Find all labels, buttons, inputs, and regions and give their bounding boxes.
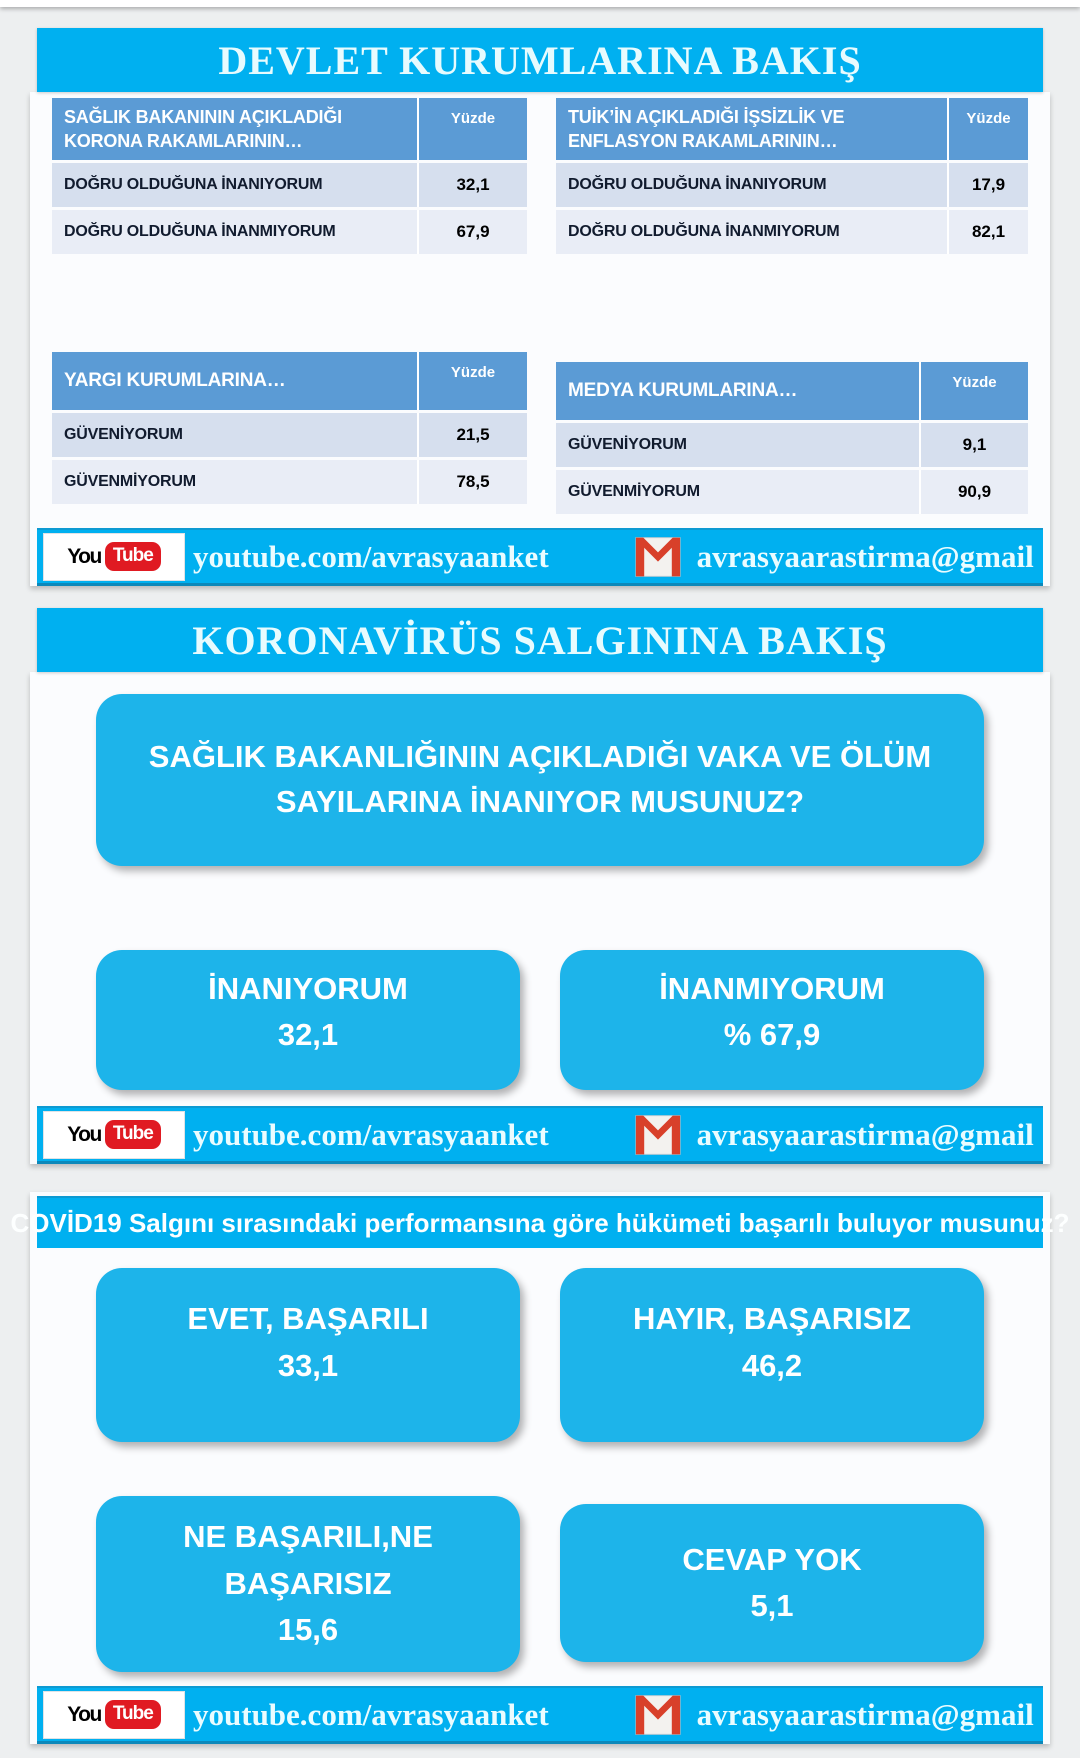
youtube-logo[interactable]	[43, 533, 185, 581]
email-link[interactable]: avrasyaarastirma@gmail	[696, 1696, 1034, 1732]
answer-value: 5,1	[750, 1588, 794, 1623]
table-row	[556, 210, 1028, 254]
email-link[interactable]: avrasyaarastirma@gmail	[696, 538, 1034, 574]
answer-box-cevap-yok	[560, 1504, 984, 1662]
table-header	[556, 98, 1028, 160]
answer-value: 15,6	[277, 1612, 339, 1648]
percent-column-header: Yüzde	[417, 98, 527, 160]
answer-label: HAYIR, BAŞARISIZ	[633, 1301, 911, 1336]
covid-question-text: COVİD19 Salgını sırasındaki performansına göre hükümeti başarılı buluyor musunuz?	[10, 1207, 1070, 1238]
youtube-logo-tube: Tube	[105, 1700, 161, 1729]
answer-box-hayir-basarisiz	[560, 1268, 984, 1442]
gmail-icon	[635, 1694, 681, 1736]
row-value: 82,1	[947, 210, 1028, 254]
question-box-vaka-olum	[96, 694, 984, 866]
table-tuik	[556, 98, 1028, 254]
top-edge-strip	[0, 0, 1080, 7]
answer-value: 32,1	[277, 1017, 339, 1052]
row-label: GÜVENİYORUM	[556, 423, 919, 467]
row-value: 67,9	[417, 210, 527, 254]
youtube-gmail-banner	[37, 1106, 1043, 1164]
table-title: YARGI KURUMLARINA…	[64, 370, 286, 392]
youtube-logo-tube: Tube	[105, 542, 161, 571]
percent-column-header: Yüzde	[919, 362, 1028, 420]
section-title-bar-korona	[37, 608, 1043, 672]
row-value: 17,9	[947, 163, 1028, 207]
youtube-logo-you: You	[67, 1122, 101, 1146]
section-title-devlet: DEVLET KURUMLARINA BAKIŞ	[218, 37, 862, 83]
row-label: DOĞRU OLDUĞUNA İNANIYORUM	[52, 163, 417, 207]
row-value: 9,1	[919, 423, 1028, 467]
youtube-url-link[interactable]: youtube.com/avrasyaanket	[193, 1116, 549, 1152]
gmail-icon	[635, 536, 681, 578]
table-header	[52, 352, 527, 410]
youtube-logo[interactable]	[43, 1111, 185, 1159]
section-title-bar-devlet	[37, 28, 1043, 92]
section-title-korona: KORONAVİRÜS SALGININA BAKIŞ	[192, 617, 888, 663]
answer-label: NE BAŞARILI,NE BAŞARISIZ	[183, 1519, 433, 1601]
table-row	[556, 470, 1028, 514]
email-link[interactable]: avrasyaarastirma@gmail	[696, 1116, 1034, 1152]
table-title: TUİK’İN AÇIKLADIĞI İŞSİZLİK VE ENFLASYON RAKAMLARININ…	[568, 106, 845, 151]
answer-label: İNANIYORUM	[208, 970, 408, 1006]
table-row	[556, 423, 1028, 467]
table-header	[52, 98, 527, 160]
answer-value: 33,1	[277, 1347, 339, 1383]
row-label: DOĞRU OLDUĞUNA İNANIYORUM	[556, 163, 947, 207]
youtube-url-link[interactable]: youtube.com/avrasyaanket	[193, 538, 549, 574]
percent-column-header: Yüzde	[417, 352, 527, 410]
table-saglik-bakani	[52, 98, 527, 254]
table-title: MEDYA KURUMLARINA…	[568, 380, 798, 402]
table-row	[52, 413, 527, 457]
answer-label: CEVAP YOK	[682, 1541, 862, 1577]
table-medya	[556, 362, 1028, 514]
youtube-gmail-banner	[37, 1686, 1043, 1744]
percent-column-header: Yüzde	[947, 98, 1028, 160]
table-yargi	[52, 352, 527, 504]
youtube-url-link[interactable]: youtube.com/avrasyaanket	[193, 1696, 549, 1732]
question-text: SAĞLIK BAKANLIĞININ AÇIKLADIĞI VAKA VE ÖLÜM SAYILARINA İNANIYOR MUSUNUZ?	[148, 739, 932, 819]
table-row	[556, 163, 1028, 207]
answer-label: EVET, BAŞARILI	[187, 1301, 429, 1336]
youtube-logo-you: You	[67, 1702, 101, 1726]
answer-box-inaniyorum	[96, 950, 520, 1090]
row-value: 78,5	[417, 460, 527, 504]
answer-value: % 67,9	[723, 1017, 821, 1052]
row-label: GÜVENMİYORUM	[52, 460, 417, 504]
table-row	[52, 163, 527, 207]
answer-value: 46,2	[741, 1347, 803, 1383]
covid-question-bar	[10, 1196, 1070, 1248]
answer-label: İNANMIYORUM	[659, 970, 885, 1006]
row-label: GÜVENMİYORUM	[556, 470, 919, 514]
youtube-logo-tube: Tube	[105, 1120, 161, 1149]
row-label: DOĞRU OLDUĞUNA İNANMIYORUM	[556, 210, 947, 254]
youtube-logo[interactable]	[43, 1691, 185, 1739]
row-label: DOĞRU OLDUĞUNA İNANMIYORUM	[52, 210, 417, 254]
row-value: 21,5	[417, 413, 527, 457]
table-header	[556, 362, 1028, 420]
table-row	[52, 210, 527, 254]
answer-box-ne-basarili-ne-basarisiz	[96, 1496, 520, 1672]
row-value: 32,1	[417, 163, 527, 207]
table-title: SAĞLIK BAKANININ AÇIKLADIĞI KORONA RAKAMLARININ…	[64, 106, 342, 151]
gmail-icon	[635, 1114, 681, 1156]
row-label: GÜVENİYORUM	[52, 413, 417, 457]
youtube-logo-you: You	[67, 544, 101, 568]
answer-box-evet-basarili	[96, 1268, 520, 1442]
row-value: 90,9	[919, 470, 1028, 514]
youtube-gmail-banner	[37, 528, 1043, 586]
table-row	[52, 460, 527, 504]
answer-box-inanmiyorum	[560, 950, 984, 1090]
